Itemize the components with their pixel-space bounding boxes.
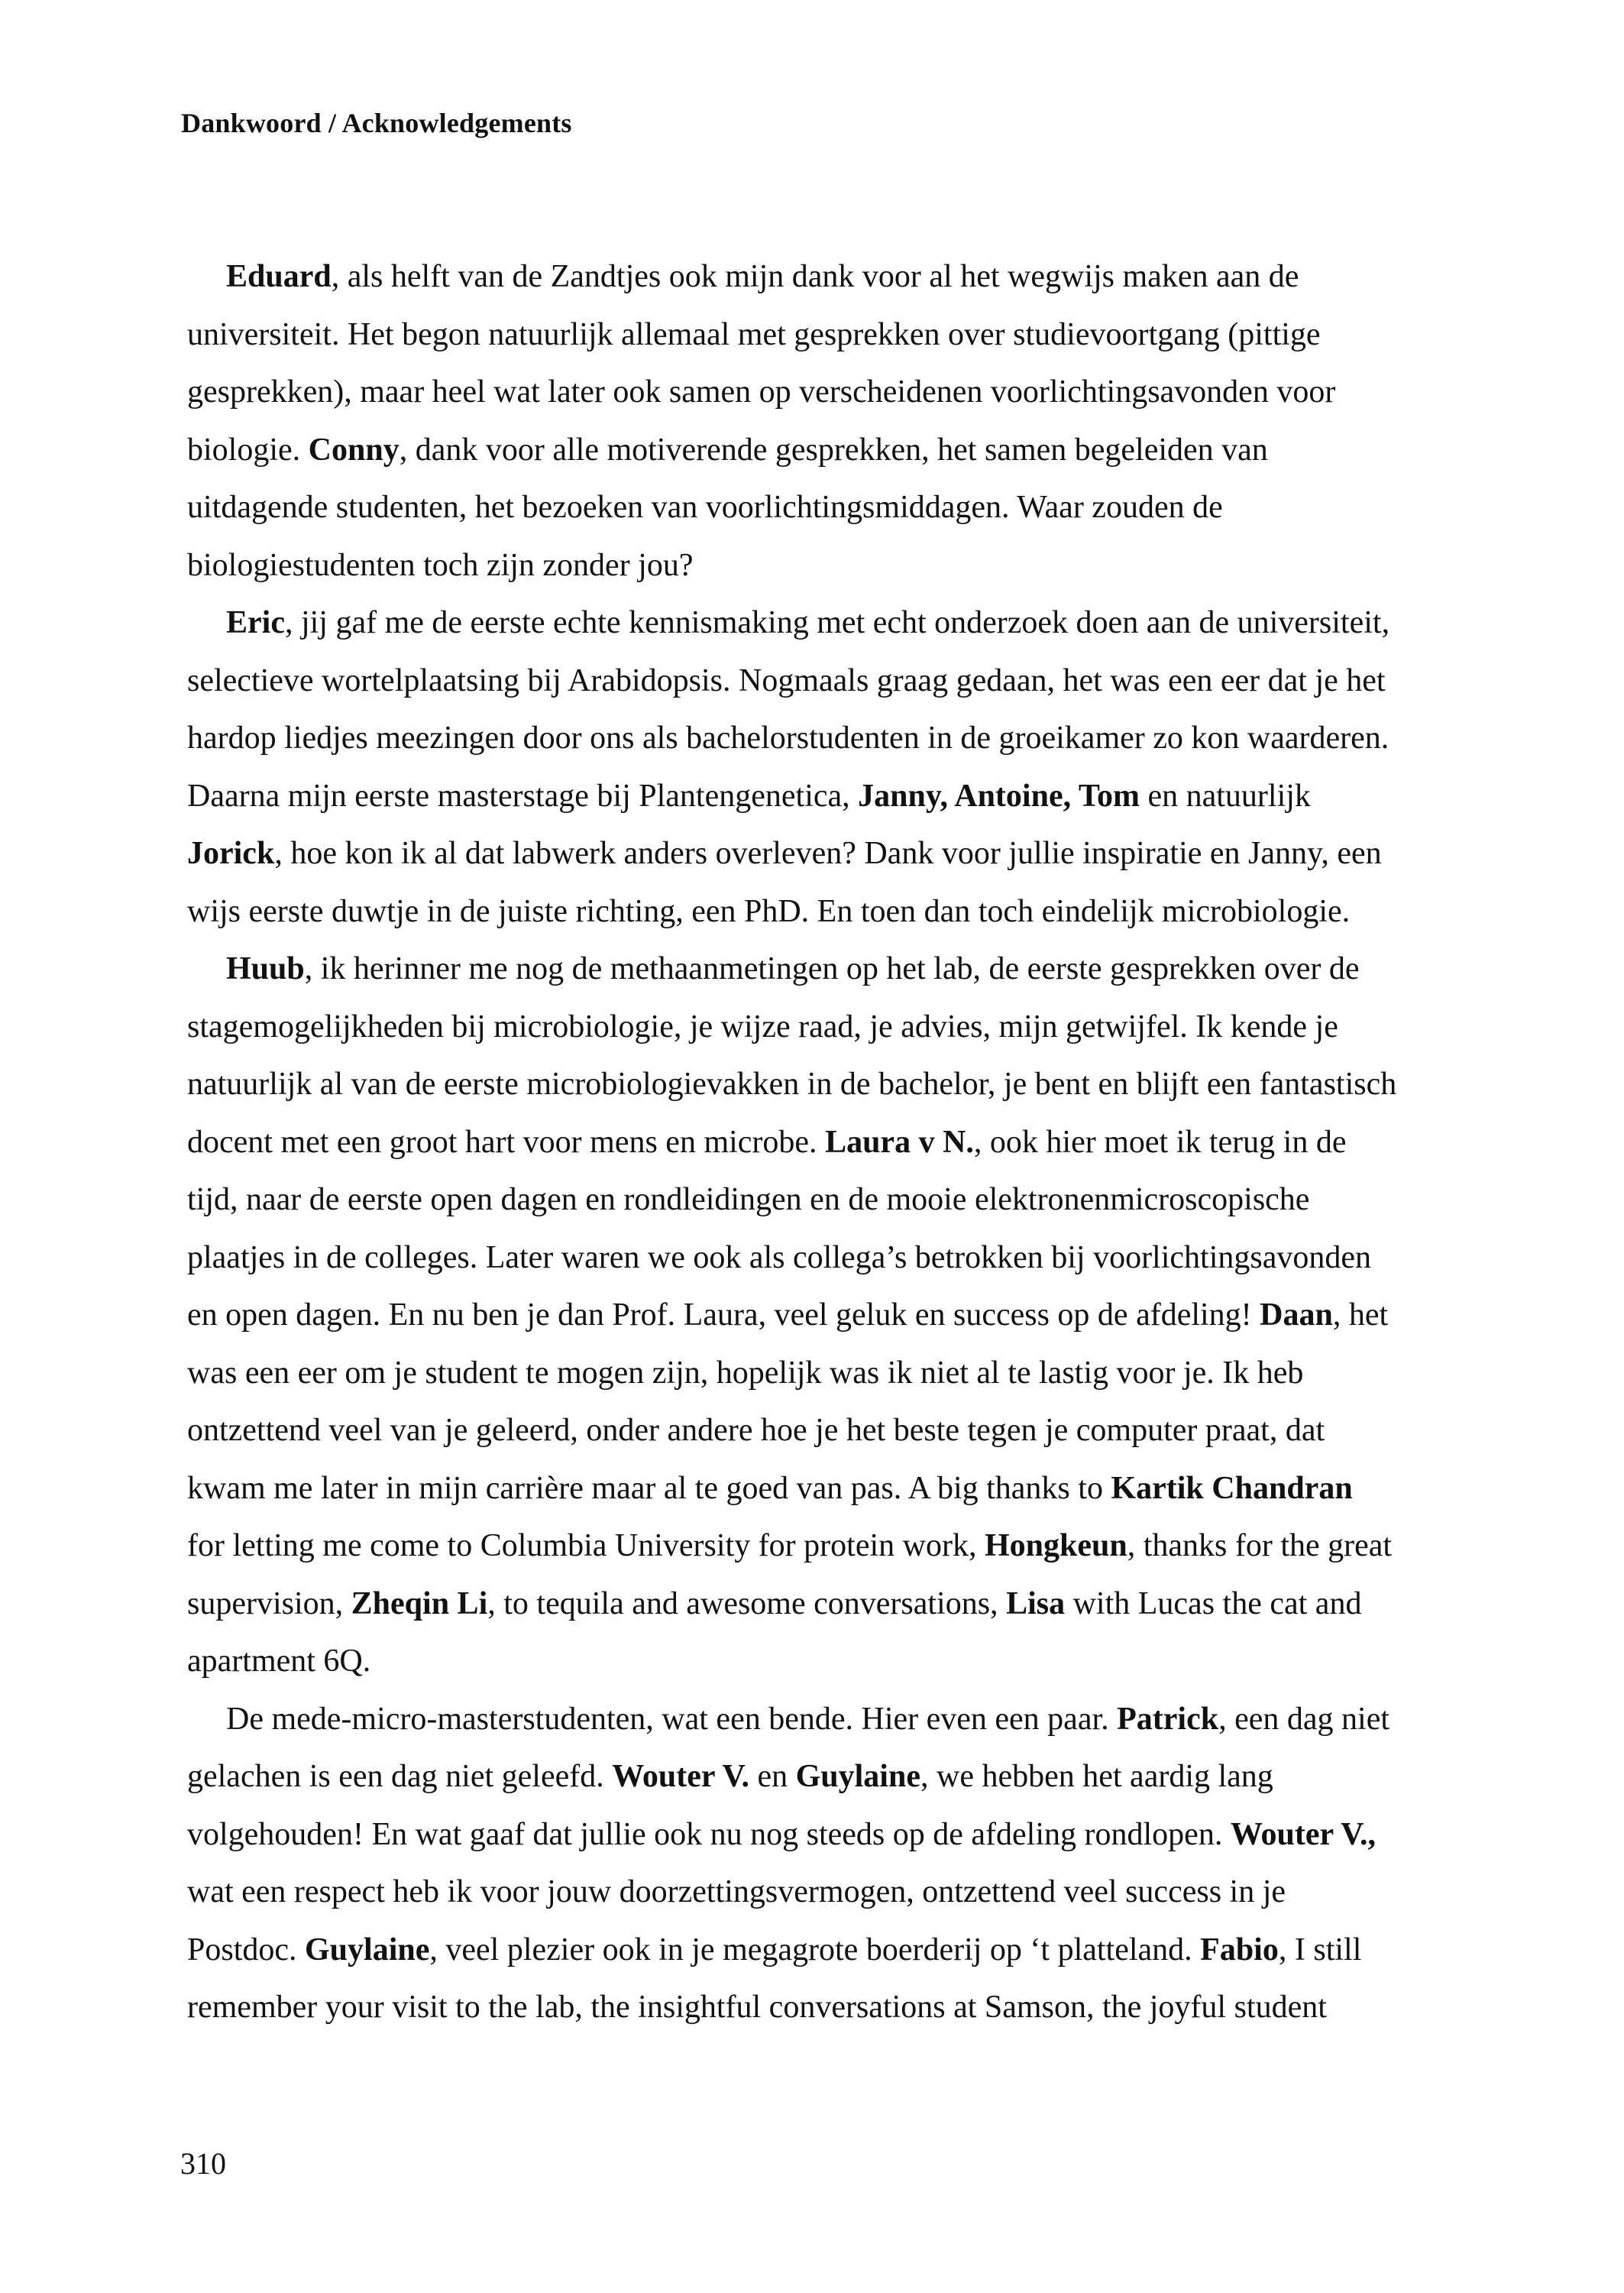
- text-line: [187, 374, 1335, 410]
- text-run: natuurlijk al van de eerste microbiologievakken in de bachelor, je bent en blijft een fantastisch: [187, 1067, 1397, 1102]
- name-highlight: Jorick: [187, 836, 275, 871]
- name-highlight: Guylaine: [795, 1759, 920, 1794]
- paragraph: [187, 1691, 1470, 2037]
- paragraph: [187, 941, 1470, 1691]
- text-run: biologiestudenten toch zijn zonder jou?: [187, 547, 694, 583]
- text-line: [187, 894, 1350, 929]
- text-line: [187, 721, 1389, 756]
- text-line: [187, 1240, 1371, 1275]
- name-highlight: Daan: [1260, 1297, 1333, 1333]
- text-line: [187, 1528, 1392, 1563]
- text-run: , ik herinner me nog de methaanmetingen op het lab, de eerste gesprekken over de: [304, 951, 1360, 986]
- text-line: [187, 1759, 1273, 1794]
- name-highlight: Zheqin Li: [351, 1585, 488, 1621]
- text-run: en natuurlijk: [1139, 778, 1311, 814]
- text-run: biologie.: [187, 432, 309, 468]
- text-line: [187, 663, 1386, 698]
- text-run: , to tequila and awesome conversations,: [487, 1585, 1007, 1621]
- text-run: Daarna mijn eerste masterstage bij Plantengenetica,: [187, 778, 859, 814]
- text-run: hardop liedjes meezingen door ons als bachelorstudenten in de groeikamer zo kon waarderen.: [187, 721, 1389, 756]
- text-line: [226, 605, 1389, 640]
- text-run: kwam me later in mijn carrière maar al te goed van pas. A big thanks to: [187, 1470, 1111, 1506]
- name-highlight: Patrick: [1117, 1701, 1219, 1737]
- text-run: De mede-micro-masterstudenten, wat een bende. Hier even een paar.: [226, 1701, 1118, 1737]
- text-run: , het: [1332, 1297, 1389, 1333]
- text-run: volgehouden! En wat gaaf dat jullie ook nu nog steeds op de afdeling rondlopen.: [187, 1816, 1231, 1852]
- text-line: [187, 779, 1311, 814]
- text-line: [187, 490, 1223, 525]
- name-highlight: Conny: [308, 432, 400, 468]
- text-run: universiteit. Het begon natuurlijk allemaal met gesprekken over studievoortgang (pittige: [187, 316, 1321, 352]
- text-run: , ook hier moet ik terug in de: [973, 1124, 1347, 1160]
- text-run: selectieve wortelplaatsing bij Arabidopsis. Nogmaals graag gedaan, het was een eer dat je het: [187, 662, 1386, 698]
- name-highlight: Laura v N.: [825, 1124, 974, 1160]
- name-highlight: Guylaine: [305, 1932, 430, 1968]
- text-run: Postdoc.: [187, 1932, 306, 1968]
- text-run: uitdagende studenten, het bezoeken van voorlichtingsmiddagen. Waar zouden de: [187, 490, 1223, 525]
- text-run: for letting me come to Columbia University for protein work,: [187, 1528, 985, 1563]
- text-run: gelachen is een dag niet geleefd.: [187, 1759, 613, 1794]
- text-line: [187, 1932, 1361, 1968]
- name-highlight: Fabio: [1200, 1932, 1279, 1968]
- text-line: [187, 1125, 1346, 1160]
- paragraph: [187, 248, 1470, 594]
- text-line: [187, 1182, 1309, 1217]
- text-run: wijs eerste duwtje in de juiste richting, een PhD. En toen dan toch eindelijk microbiologie.: [187, 893, 1351, 929]
- text-run: , we hebben het aardig lang: [920, 1759, 1273, 1794]
- text-run: plaatjes in de colleges. Later waren we ook als collega’s betrokken bij voorlichtingsavonden: [187, 1239, 1372, 1275]
- text-run: tijd, naar de eerste open dagen en rondleidingen en de mooie elektronenmicroscopische: [187, 1182, 1310, 1217]
- text-run: apartment 6Q.: [187, 1644, 371, 1679]
- text-line: [187, 1874, 1286, 1909]
- name-highlight: Eduard: [226, 259, 332, 294]
- text-run: wat een respect heb ik voor jouw doorzettingsvermogen, ontzettend veel success in je: [187, 1874, 1286, 1909]
- text-line: [226, 259, 1299, 294]
- text-line: [187, 1471, 1353, 1506]
- text-run: en: [749, 1759, 796, 1794]
- text-run: remember your visit to the lab, the insightful conversations at Samson, the joyful student: [187, 1990, 1327, 2025]
- text-line: [187, 836, 1382, 871]
- text-line: [187, 1067, 1396, 1102]
- text-line: [187, 1586, 1361, 1621]
- text-run: supervision,: [187, 1585, 351, 1621]
- text-run: docent met een groot hart voor mens en microbe.: [187, 1124, 826, 1160]
- text-run: , hoe kon ik al dat labwerk anders overleven? Dank voor jullie inspiratie en Janny, een: [274, 836, 1382, 871]
- text-line: [187, 1644, 370, 1679]
- text-run: , jij gaf me de eerste echte kennismaking met echt onderzoek doen aan de universiteit,: [284, 605, 1390, 640]
- text-line: [187, 1413, 1325, 1448]
- text-line: [187, 1355, 1303, 1391]
- name-highlight: Wouter V.: [612, 1759, 749, 1794]
- text-run: , thanks for the great: [1127, 1528, 1393, 1563]
- name-highlight: Eric: [226, 605, 285, 640]
- name-highlight: Kartik Chandran: [1111, 1470, 1353, 1506]
- text-run: , veel plezier ook in je megagrote boerderij op ‘t platteland.: [429, 1932, 1201, 1968]
- text-line: [187, 317, 1321, 352]
- text-run: with Lucas the cat and: [1065, 1585, 1362, 1621]
- text-line: [187, 1297, 1388, 1333]
- name-highlight: Janny, Antoine, Tom: [858, 778, 1140, 814]
- text-run: ontzettend veel van je geleerd, onder andere hoe je het beste tegen je computer praat, dat: [187, 1413, 1325, 1448]
- name-highlight: Hongkeun: [984, 1528, 1127, 1563]
- text-line: [187, 1009, 1338, 1044]
- text-run: , als helft van de Zandtjes ook mijn dank voor al het wegwijs maken aan de: [331, 259, 1299, 294]
- text-line: [187, 1817, 1376, 1852]
- page-number: 310: [180, 2146, 226, 2181]
- text-run: en open dagen. En nu ben je dan Prof. Laura, veel geluk en success op de afdeling!: [187, 1297, 1260, 1333]
- name-highlight: Wouter V.,: [1230, 1816, 1377, 1852]
- text-line: [226, 1702, 1389, 1737]
- text-run: , I still: [1278, 1932, 1362, 1968]
- text-line: [226, 951, 1360, 986]
- body-text: [187, 248, 1470, 2037]
- text-run: was een eer om je student te mogen zijn, hopelijk was ik niet al te lastig voor je. Ik heb: [187, 1355, 1304, 1391]
- text-run: , een dag niet: [1218, 1701, 1389, 1737]
- name-highlight: Huub: [226, 951, 305, 986]
- text-run: stagemogelijkheden bij microbiologie, je wijze raad, je advies, mijn getwijfel. Ik kende je: [187, 1009, 1338, 1044]
- text-line: [187, 432, 1268, 468]
- text-run: , dank voor alle motiverende gesprekken, het samen begeleiden van: [399, 432, 1268, 468]
- text-run: gesprekken), maar heel wat later ook samen op verscheidenen voorlichtingsavonden voor: [187, 374, 1336, 410]
- text-line: [187, 548, 693, 583]
- running-header: Dankwoord / Acknowledgements: [181, 108, 572, 138]
- text-line: [187, 1990, 1327, 2025]
- name-highlight: Lisa: [1006, 1585, 1066, 1621]
- paragraph: [187, 594, 1470, 941]
